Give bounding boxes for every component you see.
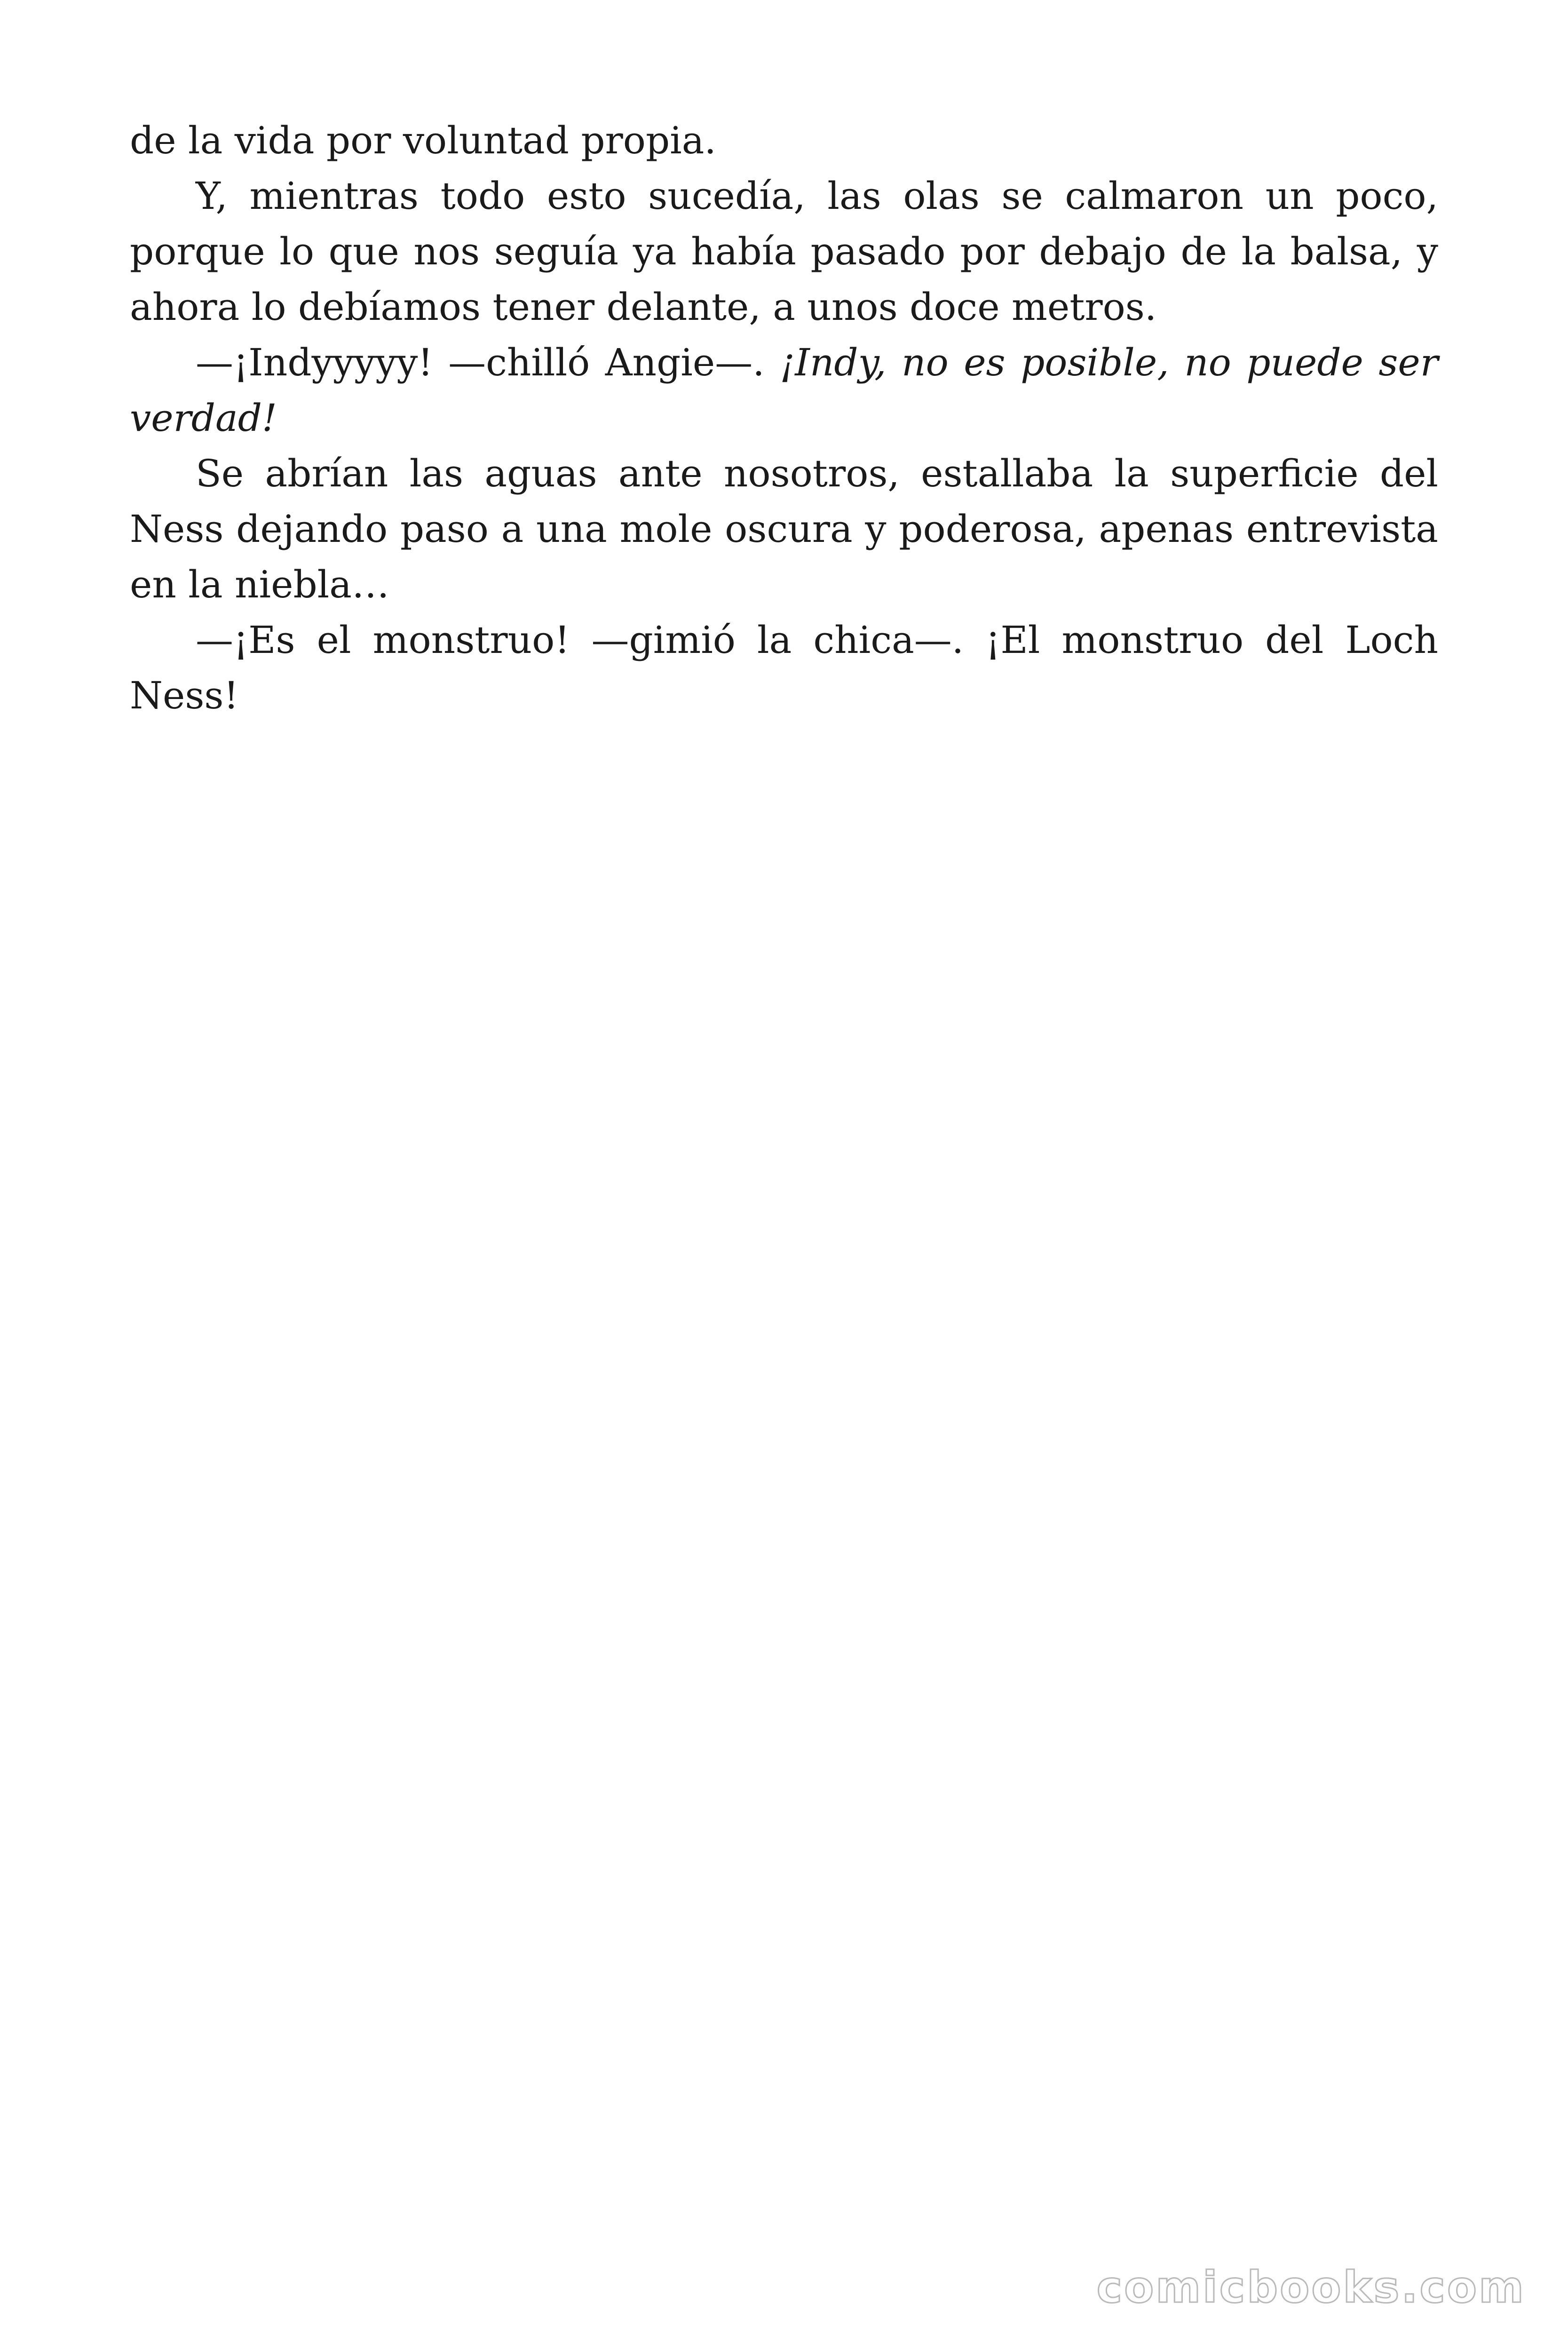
body-text xyxy=(130,113,1438,723)
paragraph-text: —¡Es el monstruo! —gimió la chica—. ¡El monstruo del Loch Ness! xyxy=(130,618,1438,717)
paragraph-continuation xyxy=(130,113,1438,168)
paragraph-dialogue xyxy=(130,612,1438,723)
paragraph-text: de la vida por voluntad propia. xyxy=(130,119,716,162)
paragraph-text: Y, mientras todo esto sucedía, las olas se calmaron un poco, porque lo que nos seguía ya había pasado por debajo de la balsa, y ahora lo debíamos tener delante, a unos doce metros. xyxy=(130,174,1438,329)
paragraph xyxy=(130,168,1438,335)
watermark-logo: comicbooks.com xyxy=(1096,2262,1526,2312)
paragraph-text: Se abrían las aguas ante nosotros, estallaba la superficie del Ness dejando paso a una mole oscura y poderosa, apenas entrevista en la niebla… xyxy=(130,452,1438,606)
paragraph-dialogue xyxy=(130,335,1438,446)
paragraph xyxy=(130,446,1438,612)
paragraph-text: —¡Indyyyyy! —chilló Angie—. xyxy=(196,341,780,384)
paragraph-italic-text: ¡Indy, no es posible, no puede ser verdad! xyxy=(130,341,1438,440)
